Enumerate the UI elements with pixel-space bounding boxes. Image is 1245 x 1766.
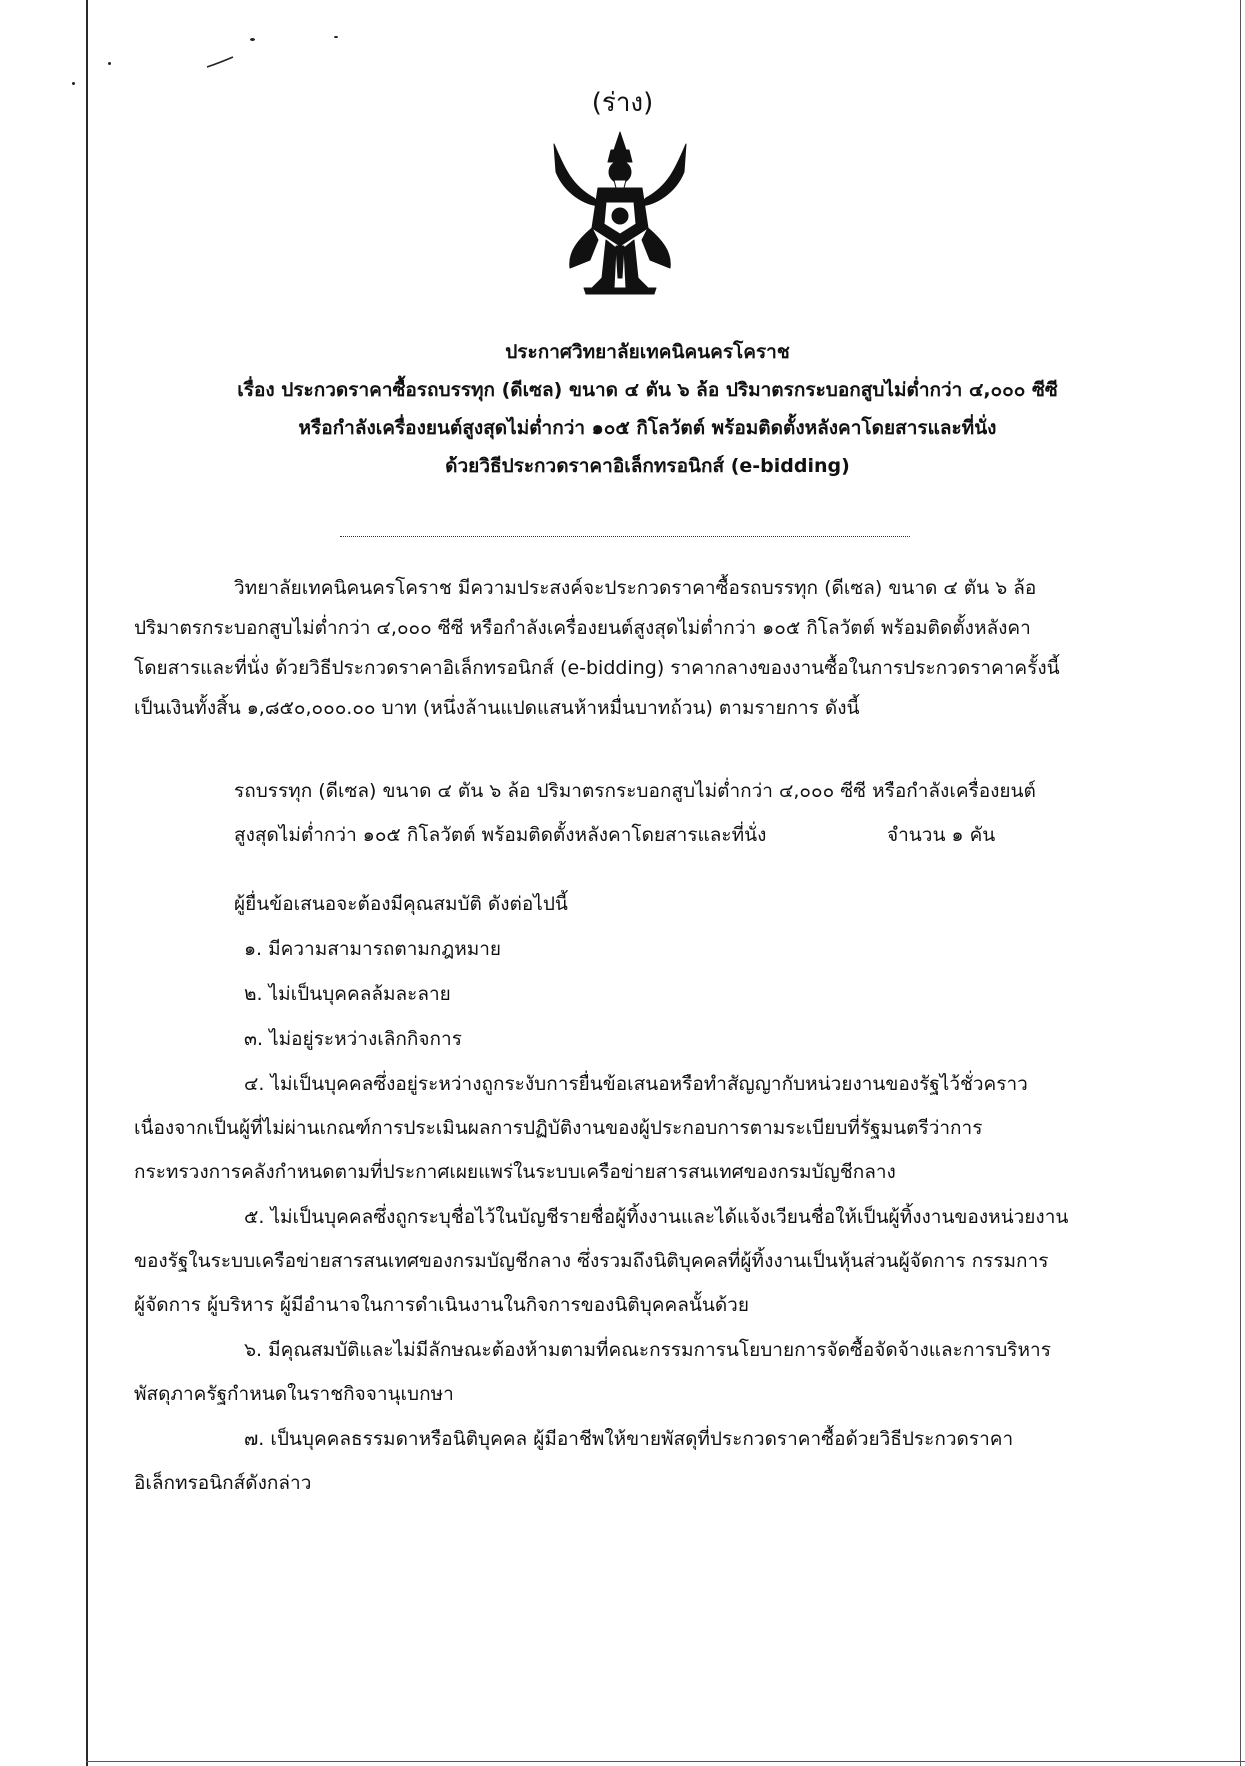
- scan-speck: [334, 36, 338, 38]
- scan-edge-right: [1240, 0, 1241, 1766]
- header-line-4: ด้วยวิธีประกวดราคาอิเล็กทรอนิกส์ (e-bidding): [445, 455, 850, 477]
- qualification-5-line-1: ๕. ไม่เป็นบุคคลซึ่งถูกระบุชื่อไว้ในบัญชีรายชื่อผู้ทิ้งงานและได้แจ้งเวียนชื่อให้เป็นผู้ทิ้งงานของหน่วยงาน: [244, 1206, 1069, 1228]
- qualifications-heading: ผู้ยื่นข้อเสนอจะต้องมีคุณสมบัติ ดังต่อไปนี้: [234, 893, 568, 915]
- qualification-4-line-2: เนื่องจากเป็นผู้ที่ไม่ผ่านเกณฑ์การประเมินผลการปฏิบัติงานของผู้ประกอบการตามระเบียบที่รัฐมนตรีว่าการ: [134, 1117, 983, 1139]
- qualification-4-line-1: ๔. ไม่เป็นบุคคลซึ่งอยู่ระหว่างถูกระงับการยื่นข้อเสนอหรือทำสัญญากับหน่วยงานของรัฐไว้ชั่วคราว: [244, 1073, 1028, 1095]
- garuda-emblem-icon: [544, 128, 696, 296]
- intro-line-4: เป็นเงินทั้งสิ้น ๑,๘๕๐,๐๐๐.๐๐ บาท (หนึ่งล้านแปดแสนห้าหมื่นบาทถ้วน) ตามรายการ ดังนี้: [134, 697, 860, 719]
- qualification-7-line-2: อิเล็กทรอนิกส์ดังกล่าว: [134, 1472, 312, 1494]
- draft-label: (ร่าง): [591, 88, 654, 118]
- qualification-2: ๒. ไม่เป็นบุคคลล้มละลาย: [244, 983, 451, 1005]
- intro-paragraph: [134, 568, 1134, 728]
- header-line-2: เรื่อง ประกวดราคาซื้อรถบรรทุก (ดีเซล) ขนาด ๔ ตัน ๖ ล้อ ปริมาตรกระบอกสูบไม่ต่ำกว่า ๔,๐๐๐ ซีซี: [237, 379, 1058, 401]
- item-quantity: จำนวน ๑ คัน: [887, 824, 996, 846]
- qualification-5-line-2: ของรัฐในระบบเครือข่ายสารสนเทศของกรมบัญชีกลาง ซึ่งรวมถึงนิติบุคคลที่ผู้ทิ้งงานเป็นหุ้นส่วนผู้จัดการ กรรมการ: [134, 1250, 1049, 1272]
- header-divider: [340, 536, 910, 537]
- qualification-3: ๓. ไม่อยู่ระหว่างเลิกกิจการ: [244, 1028, 462, 1050]
- qualification-5-line-3: ผู้จัดการ ผู้บริหาร ผู้มีอำนาจในการดำเนินงานในกิจการของนิติบุคคลนั้นด้วย: [134, 1294, 749, 1316]
- intro-line-2: ปริมาตรกระบอกสูบไม่ต่ำกว่า ๔,๐๐๐ ซีซี หรือกำลังเครื่องยนต์สูงสุดไม่ต่ำกว่า ๑๐๕ กิโลวัตต์ พร้อมติดตั้งหลังคา: [134, 617, 1031, 639]
- item-line-1: รถบรรทุก (ดีเซล) ขนาด ๔ ตัน ๖ ล้อ ปริมาตรกระบอกสูบไม่ต่ำกว่า ๔,๐๐๐ ซีซี หรือกำลังเครื่องยนต์: [234, 780, 1036, 802]
- header-line-1: ประกาศวิทยาลัยเทคนิคนครโคราช: [505, 341, 790, 363]
- header-line-3: หรือกำลังเครื่องยนต์สูงสุดไม่ต่ำกว่า ๑๐๕ กิโลวัตต์ พร้อมติดตั้งหลังคาโดยสารและที่นั่ง: [298, 417, 997, 439]
- qualification-7-line-1: ๗. เป็นบุคคลธรรมดาหรือนิติบุคคล ผู้มีอาชีพให้ขายพัสดุที่ประกวดราคาซื้อด้วยวิธีประกวดราคา: [244, 1428, 1014, 1450]
- qualification-4-line-3: กระทรวงการคลังกำหนดตามที่ประกาศเผยแพร่ในระบบเครือข่ายสารสนเทศของกรมบัญชีกลาง: [134, 1161, 896, 1183]
- scan-edge-bottom: [86, 1761, 1245, 1762]
- intro-line-3: โดยสารและที่นั่ง ด้วยวิธีประกวดราคาอิเล็กทรอนิกส์ (e-bidding) ราคากลางของงานซื้อในการประกวดราคาครั้งนี้: [134, 657, 1060, 679]
- scan-stroke: [205, 55, 235, 69]
- qualification-6-line-2: พัสดุภาครัฐกำหนดในราชกิจจานุเบกษา: [134, 1383, 454, 1405]
- item-line-2: สูงสุดไม่ต่ำกว่า ๑๐๕ กิโลวัตต์ พร้อมติดตั้งหลังคาโดยสารและที่นั่ง: [234, 824, 767, 846]
- intro-line-1: วิทยาลัยเทคนิคนครโคราช มีความประสงค์จะประกวดราคาซื้อรถบรรทุก (ดีเซล) ขนาด ๔ ตัน ๖ ล้อ: [234, 577, 1037, 599]
- qualification-1: ๑. มีความสามารถตามกฎหมาย: [244, 938, 502, 960]
- announcement-header: [110, 333, 1185, 485]
- scan-speck: [250, 38, 255, 41]
- qualification-6-line-1: ๖. มีคุณสมบัติและไม่มีลักษณะต้องห้ามตามที่คณะกรรมการนโยบายการจัดซื้อจัดจ้างและการบริหาร: [244, 1339, 1051, 1361]
- scan-edge-left: [86, 0, 88, 1766]
- scan-speck: [108, 62, 111, 65]
